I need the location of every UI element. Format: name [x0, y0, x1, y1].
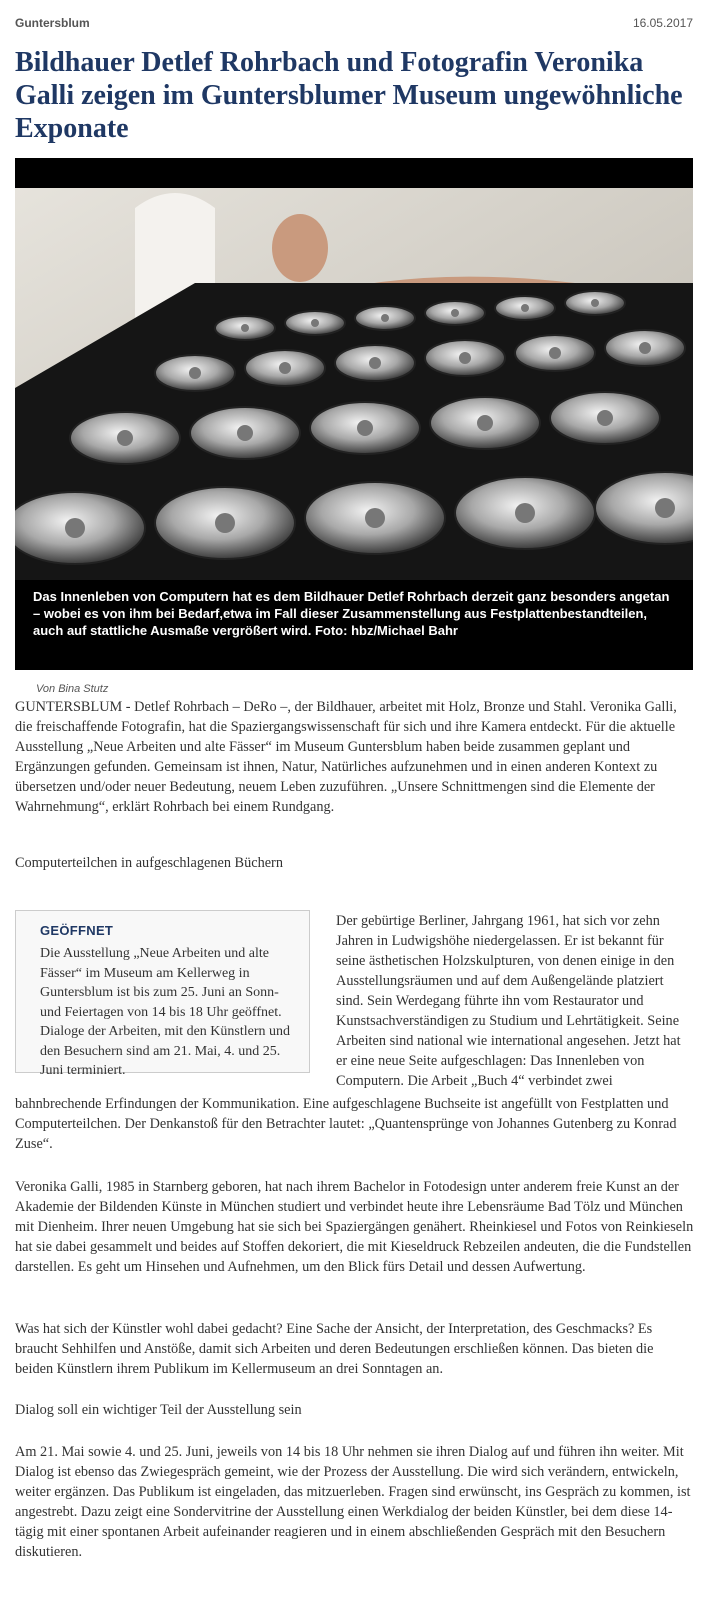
article-photo [15, 188, 693, 580]
article-meta [15, 16, 693, 32]
hard-disk-sculpture-photo [15, 188, 693, 580]
article-paragraph-3: Veronika Galli, 1985 in Starnberg geboren, hat nach ihrem Bachelor in Fotodesign unter anderem freie Kunst an der Akademie der Bildenden Künste in München studiert und verbindet heute ihre Lebensräume Bad Tölz und München mit Dienheim. Ihrer neuen Umgebung hat sie sich bei Spaziergängen genähert. Rheinkiesel und Fotos von Reinkieseln hat sie dabei gesammelt und beides auf Stoffen dekoriert, die mit Kieseldruck Rebzeilen andeuten, die die Fundstellen darstellen. Es geht um Hinsehen und Aufnehmen, um den Blick fürs Detail und dessen Aufwertung. [15, 1179, 694, 1275]
publish-date: 16.05.2017 [632, 16, 693, 30]
article-paragraph-2-rest: bahnbrechende Erfindungen der Kommunikation. Eine aufgeschlagene Buchseite ist angefüllt von Festplatten und Computerteilchen. Der Denkanstoß für den Betrachter lautet: „Quantensprünge von Johannes Gutenberg zu Konrad Zuse“. [15, 1096, 677, 1152]
article-paragraph-2-side: Der gebürtige Berliner, Jahrgang 1961, hat sich vor zehn Jahren in Ludwigshöhe niedergelassen. Er ist bekannt für seine ästhetischen Holzskulpturen, von denen einige in den Ausstellungsräumen und auf dem Außengelände platziert sind. Sein Werdegang führte ihn vom Restaurator und Kunstsachverständigen zu Studium und Lehrtätigkeit. Seine Arbeiten sind national wie international angesehen. Jetzt hat er eine neue Seite aufgeschlagen: Das Innenleben von Computern. Die Arbeit „Buch 4“ verbindet zwei [336, 913, 681, 1089]
article-paragraph-5: Am 21. Mai sowie 4. und 25. Juni, jeweils von 14 bis 18 Uhr nehmen sie ihren Dialog auf und führen ihn weiter. Mit Dialog ist ebenso das Zwiegespräch gemeint, wie der Prozess der Ausstellung. Die wird sich verändern, entwickeln, weiter ergänzen. Das Publikum ist eingeladen, das mitzuerleben. Fragen sind erwünscht, ins Gespräch zu kommen, ist angestrebt. Dazu zeigt eine Sondervitrine der Ausstellung einen Werkdialog der beiden Künstler, bei dem diese 14-tägig mit einer spontanen Arbeit aufeinander reagieren und in einem abschließenden Gespräch mit den Besuchern diskutieren. [15, 1444, 691, 1560]
article-figure[interactable] [15, 158, 693, 670]
info-box-body: Die Ausstellung „Neue Arbeiten und alte Fässer“ im Museum am Kellerweg in Guntersblum ist bis zum 25. Juni an Sonn- und Feiertagen von 14 bis 18 Uhr geöffnet. Dialoge der Arbeiten, mit den Künstlern und den Besuchern sind am 21. Mai, 4. und 25. Juni terminiert. [40, 946, 290, 1078]
location-label: Guntersblum [15, 16, 90, 30]
article-paragraph-1: GUNTERSBLUM - Detlef Rohrbach – DeRo –, der Bildhauer, arbeitet mit Holz, Bronze und Stahl. Veronika Galli, die freischaffende Fotografin, hat die Spaziergangswissenschaft für sich und ihre Kamera entdeckt. Für die aktuelle Ausstellung „Neue Arbeiten und alte Fässer“ im Museum Guntersblum haben beide zusammen geplant und Ergänzungen gefunden. Gemeinsam ist ihnen, Natur, Natürliches aufzunehmen und in einen anderen Kontext zu übersetzen und/oder neuer Bedeutung, neuem Leben zuzuführen. „Unsere Schnittmengen sind die Elemente der Wahrnehmung“, erklärt Rohrbach bei einem Rundgang. [15, 699, 677, 815]
info-box-title: GEÖFFNET [40, 923, 114, 938]
info-box [15, 910, 310, 1078]
author-byline: Von Bina Stutz [36, 683, 109, 695]
article-subheading-1: Computerteilchen in aufgeschlagenen Büchern [15, 855, 283, 871]
article-headline: Bildhauer Detlef Rohrbach und Fotografin Veronika Galli zeigen im Guntersblumer Museum ungewöhnliche Exponate [15, 47, 683, 144]
article-subheading-2: Dialog soll ein wichtiger Teil der Ausstellung sein [15, 1402, 302, 1418]
article-paragraph-4: Was hat sich der Künstler wohl dabei gedacht? Eine Sache der Ansicht, der Interpretation, des Geschmacks? Es braucht Sehhilfen und Anstöße, damit sich Arbeiten und deren Bedeutungen erschließen können. Das bieten die beiden Künstlern ihrem Publikum im Kellermuseum an drei Sonntagen an. [15, 1321, 654, 1377]
image-caption: Das Innenleben von Computern hat es dem Bildhauer Detlef Rohrbach derzeit ganz besonders angetan – wobei es von ihm bei Bedarf,etwa im Fall dieser Zusammenstellung aus Festplattenbestandteilen, auch auf stattliche Ausmaße vergrößert wird. Foto: hbz/Michael Bahr [33, 589, 670, 638]
